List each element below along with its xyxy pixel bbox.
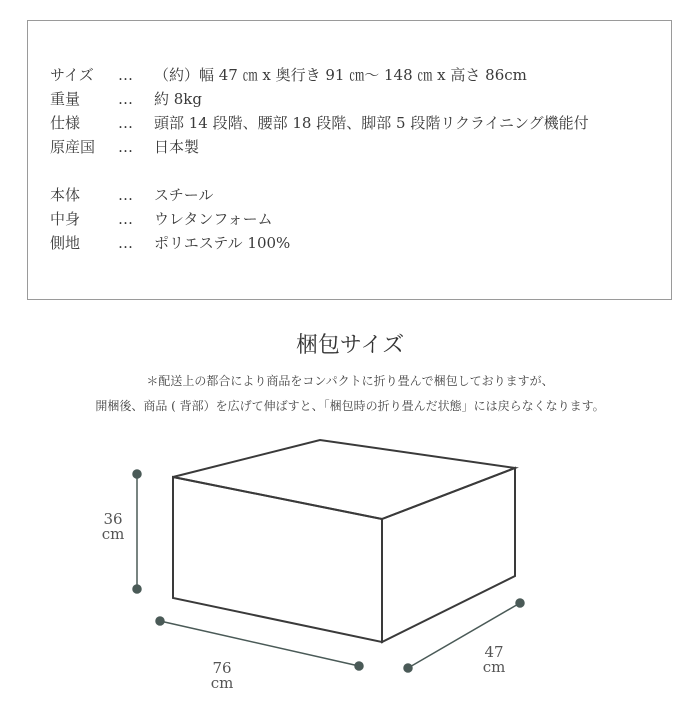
width-dimension-line bbox=[160, 621, 359, 666]
spec-separator: … bbox=[118, 66, 133, 84]
box-front-face bbox=[173, 477, 382, 642]
depth-dimension-endpoint bbox=[516, 599, 524, 607]
width-dimension-endpoint bbox=[355, 662, 363, 670]
box-diagram-svg bbox=[0, 420, 700, 700]
spec-separator: … bbox=[118, 90, 133, 108]
packaging-note-line-1 bbox=[0, 372, 700, 389]
spec-label: 重量 bbox=[50, 90, 81, 108]
spec-value: 頭部 14 段階、腰部 18 段階、脚部 5 段階リクライニング機能付 bbox=[154, 114, 589, 132]
box-diagram bbox=[0, 420, 700, 700]
dimension-value: 76 bbox=[212, 659, 232, 677]
dimension-unit: cm bbox=[482, 658, 506, 676]
spec-label: 原産国 bbox=[50, 138, 96, 156]
spec-value: （約）幅 47 ㎝ x 奥行き 91 ㎝〜 148 ㎝ x 高さ 86cm bbox=[154, 66, 527, 84]
box-side-face bbox=[382, 468, 515, 642]
spec-label: 側地 bbox=[50, 234, 81, 252]
dimension-value: 47 bbox=[484, 643, 504, 661]
spec-label: サイズ bbox=[50, 66, 94, 84]
package-box bbox=[173, 440, 515, 642]
width-dimension-label bbox=[197, 661, 247, 691]
spec-value: スチール bbox=[154, 186, 214, 204]
depth-dimension-label bbox=[469, 645, 519, 675]
spec-value: ポリエステル 100% bbox=[154, 234, 291, 252]
spec-label: 仕様 bbox=[50, 114, 81, 132]
spec-box bbox=[27, 20, 672, 300]
spec-label: 中身 bbox=[50, 210, 81, 228]
height-dimension-label bbox=[88, 512, 138, 542]
height-dimension-endpoint bbox=[133, 470, 141, 478]
spec-value: ウレタンフォーム bbox=[154, 210, 273, 228]
spec-separator: … bbox=[118, 234, 133, 252]
packaging-title: 梱包サイズ bbox=[295, 333, 405, 358]
packaging-note-text: が、 bbox=[529, 374, 554, 388]
box-top-face bbox=[173, 440, 515, 519]
spec-separator: … bbox=[118, 210, 133, 228]
spec-separator: … bbox=[118, 114, 133, 132]
dimension-lines bbox=[133, 470, 524, 672]
spec-separator: … bbox=[118, 186, 133, 204]
spec-separator: … bbox=[118, 138, 133, 156]
dimension-unit: cm bbox=[101, 525, 125, 543]
depth-dimension-endpoint bbox=[404, 664, 412, 672]
packaging-note-text: ＊配送上の都合により商品をコンパクトに折り畳んで梱包しております bbox=[146, 374, 530, 388]
dimension-unit: cm bbox=[210, 674, 234, 692]
spec-label: 本体 bbox=[50, 186, 81, 204]
spec-value: 日本製 bbox=[154, 138, 200, 156]
dimension-value: 36 bbox=[103, 510, 123, 528]
width-dimension-endpoint bbox=[156, 617, 164, 625]
height-dimension-endpoint bbox=[133, 585, 141, 593]
packaging-note-line-2: 開梱後、商品 ( 背部）を広げて伸ばすと、「梱包時の折り畳んだ状態」には戻らなくなります。 bbox=[95, 399, 605, 413]
spec-value: 約 8kg bbox=[154, 90, 203, 108]
